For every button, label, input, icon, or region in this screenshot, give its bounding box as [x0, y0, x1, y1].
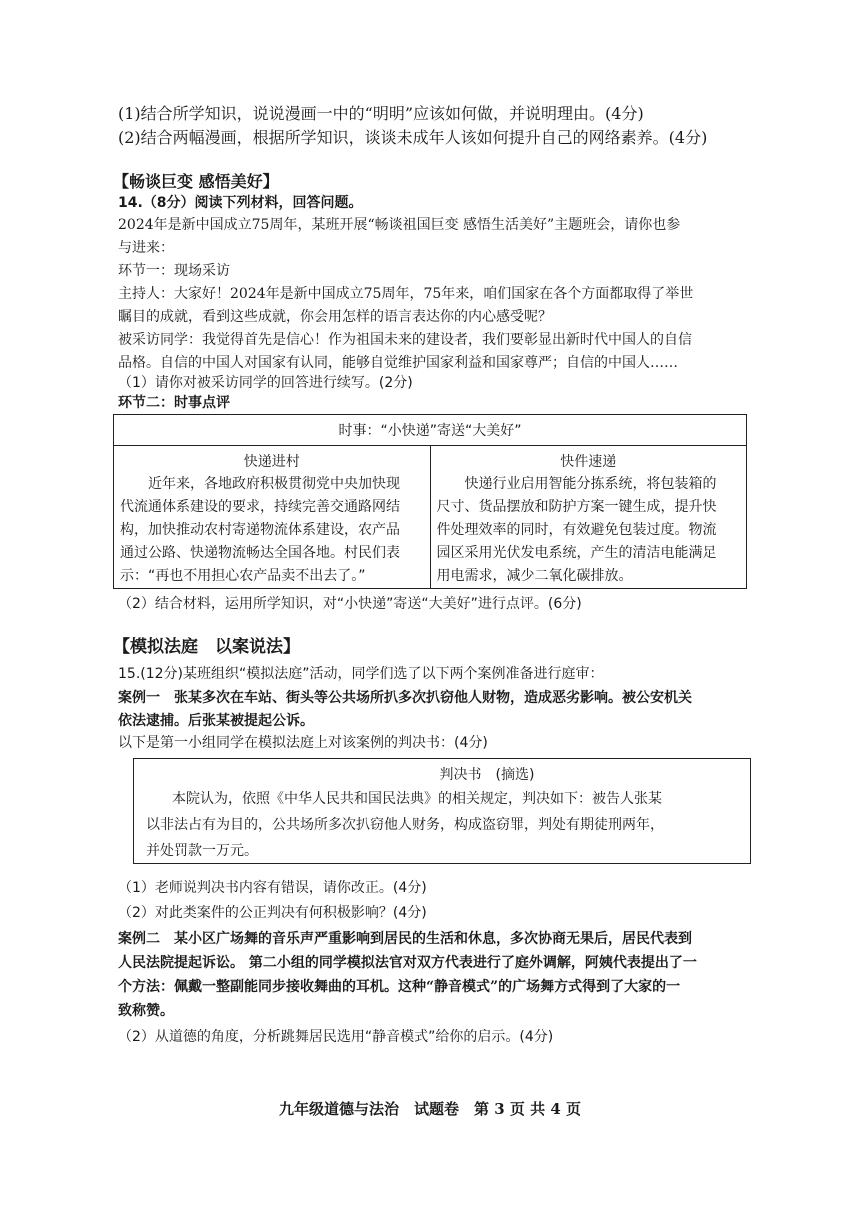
left-line: 近年来，各地政府积极贯彻党中央加快现: [120, 476, 400, 492]
case2-line3: 个方法：佩戴一整副能同步接收舞曲的耳机。这种“静音模式”的广场舞方式得到了大家的一: [118, 979, 681, 995]
verdict-box: [133, 758, 751, 864]
left-line: 代流通体系建设的要求，持续完善交通路网结: [120, 499, 400, 515]
left-cell-title: 快递进村: [243, 454, 300, 470]
q15-sub2: （2）对此类案件的公正判决有何积极影响？(4分): [118, 905, 427, 921]
q14-stem: 14.（8分）阅读下列材料，回答问题。: [118, 195, 363, 211]
group1-intro: 以下是第一小组同学在模拟法庭上对该案例的判决书：(4分): [118, 735, 488, 751]
student-line2: 品格。自信的中国人对国家有认同，能够自觉维护国家利益和国家尊严；自信的中国人……: [118, 355, 678, 371]
student-line1: 被采访同学：我觉得首先是信心！作为祖国未来的建设者，我们要彰显出新时代中国人的自信: [118, 332, 692, 348]
q13-sub2: (2)结合两幅漫画，根据所学知识，谈谈未成年人该如何提升自己的网络素养。(4分): [118, 128, 708, 147]
case2-line2: 人民法院提起诉讼。 第二小组的同学模拟法官对双方代表进行了庭外调解，阿姨代表提出了一: [118, 955, 697, 971]
link1-title: 环节一：现场采访: [118, 263, 230, 279]
host-line1: 主持人：大家好！2024年是新中国成立75周年，75年来，咱们国家在各个方面都取得了举世: [118, 286, 694, 302]
case2-line1: 案例二 某小区广场舞的音乐声严重影响到居民的生活和休息，多次协商无果后，居民代表到: [118, 931, 692, 947]
news-table-header: 时事：“小快递”寄送“大美好”: [114, 415, 747, 446]
right-line: 园区采用光伏发电系统，产生的清洁电能满足: [436, 545, 717, 561]
verdict-line: 以非法占有为目的，公共场所多次扒窃他人财务，构成盗窃罪，判处有期徒刑两年，: [146, 817, 664, 833]
q14-intro-line2: 与进来：: [118, 240, 174, 256]
verdict-line: 并处罚款一万元。: [146, 843, 258, 859]
host-line2: 瞩目的成就，看到这些成就，你会用怎样的语言表达你的内心感受呢？: [118, 309, 552, 325]
news-table: [113, 414, 747, 589]
section2-title: 【模拟法庭 以案说法】: [113, 637, 300, 657]
case2-line4: 致称赞。: [118, 1003, 174, 1019]
q14-sub2: （2）结合材料，运用所学知识，对“小快递”寄送“大美好”进行点评。(6分): [118, 596, 582, 612]
left-line: 示：“再也不用担心农产品卖不出去了。”: [120, 568, 366, 584]
q14-sub1: （1）请你对被采访同学的回答进行续写。(2分): [118, 375, 413, 391]
left-line: 构，加快推动农村寄递物流体系建设，农产品: [120, 522, 400, 538]
q15-stem: 15.(12分)某班组织“模拟法庭”活动，同学们选了以下两个案例准备进行庭审：: [118, 666, 604, 682]
q13-sub1: (1)结合所学知识，说说漫画一中的“明明”应该如何做，并说明理由。(4分): [118, 104, 644, 123]
right-line: 件处理效率的同时，有效避免包装过度。物流: [436, 522, 717, 538]
q14-intro-line1: 2024年是新中国成立75周年，某班开展“畅谈祖国巨变 感悟生活美好”主题班会，请你也参: [118, 217, 681, 233]
verdict-title: 判决书 (摘选): [439, 767, 535, 783]
right-line: 快递行业启用智能分拣系统，将包装箱的: [436, 476, 717, 492]
news-left-cell: [114, 446, 431, 589]
right-line: 用电需求，减少二氧化碳排放。: [436, 568, 633, 584]
news-right-cell: [430, 446, 747, 589]
q15-sub1: （1）老师说判决书内容有错误，请你改正。(4分): [118, 880, 427, 896]
page-footer: 九年级道德与法治 试题卷 第 3 页 共 4 页: [279, 1100, 581, 1118]
right-cell-title: 快件速递: [560, 454, 617, 470]
left-cell-body: [114, 473, 430, 588]
section1-title: 【畅谈巨变 感悟美好】: [113, 172, 279, 191]
link2-title: 环节二：时事点评: [118, 395, 230, 411]
right-cell-body: [431, 473, 747, 588]
left-line: 通过公路、快递物流畅达全国各地。村民们表: [120, 545, 400, 561]
q15-sub3: （2）从道德的角度，分析跳舞居民选用“静音模式”给你的启示。(4分): [118, 1029, 554, 1045]
case1-line1: 案例一 张某多次在车站、街头等公共场所扒多次扒窃他人财物，造成恶劣影响。被公安机关: [118, 690, 692, 706]
right-line: 尺寸、货品摆放和防护方案一键生成，提升快: [436, 499, 717, 515]
case1-line2: 依法逮捕。后张某被提起公诉。: [118, 713, 314, 729]
verdict-line: 本院认为，依照《中华人民共和国民法典》的相关规定，判决如下：被告人张某: [172, 791, 662, 807]
